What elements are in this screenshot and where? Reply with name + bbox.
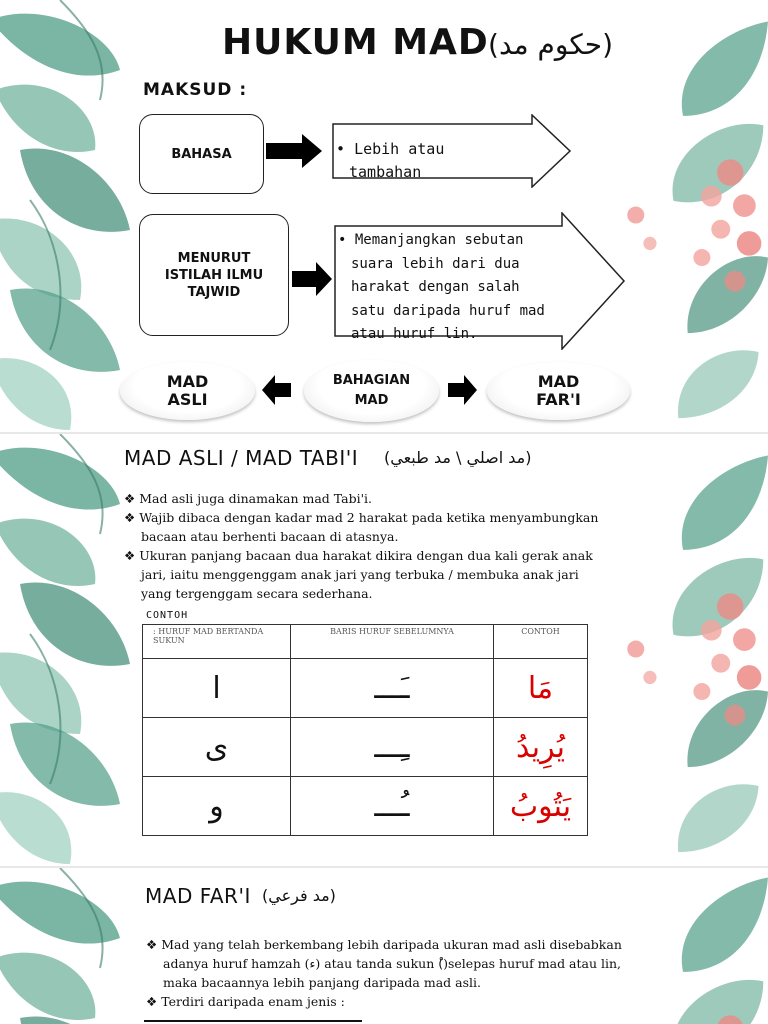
maksud-label: MAKSUD : — [143, 80, 248, 100]
mad-fari-bullets: ❖ Mad yang telah berkembang lebih daripada ukuran mad asli disebabkan adanya huruf hamzah (ء) atau tanda sukun (ْ)selepas huruf mad atau lin, maka bacaannya lebih panjang daripada mad asli. ❖ Terdiri daripada enam jenis : — [146, 935, 676, 1011]
bahasa-definition: • Lebih atau tambahan — [336, 140, 445, 181]
example-table — [142, 624, 588, 836]
arrow-right-icon — [448, 375, 478, 405]
slide-hukum-mad — [0, 0, 768, 432]
bullet-dot: • — [336, 140, 346, 158]
table-header: BARIS HURUF SEBELUMNYA — [291, 625, 494, 659]
table-row: ى ـِـــ يُرِيدُ — [143, 718, 588, 777]
list-item: ❖ Terdiri daripada enam jenis : — [146, 994, 345, 1009]
slide-mad-asli — [0, 434, 768, 866]
mad-asli-pill: MAD ASLI — [120, 362, 255, 420]
leaf-decoration-left — [0, 868, 140, 1024]
leaf-decoration-left — [0, 0, 140, 432]
istilah-box: MENURUT ISTILAH ILMU TAJWID — [139, 214, 289, 336]
contoh-label: CONTOH — [146, 610, 189, 621]
section-title: MAD ASLI / MAD TABI'I — [124, 446, 359, 470]
list-item: ❖ Mad asli juga dinamakan mad Tabi'i. — [124, 491, 373, 506]
section-title-arabic: (مد فرعي) — [262, 886, 336, 905]
arrow-left-icon — [262, 375, 292, 405]
table-row: ا ـَـــ مَا — [143, 659, 588, 718]
section-title: MAD FAR'I — [145, 884, 251, 908]
arrow-right-icon — [292, 262, 334, 296]
bahasa-box — [139, 114, 264, 194]
list-item: ❖ Wajib dibaca dengan kadar mad 2 harakat pada ketika menyambungkan — [124, 510, 599, 525]
table-header: CONTOH — [494, 625, 588, 659]
section-title-arabic: (مد اصلي \ مد طبعي) — [384, 448, 532, 467]
bahasa-label: BAHASA — [171, 146, 232, 162]
table-header-row — [143, 625, 588, 659]
page-title: HUKUM MAD — [222, 22, 489, 63]
table-header: : HURUF MAD BERTANDA SUKUN — [143, 625, 291, 659]
list-item: ❖ Mad yang telah berkembang lebih daripada ukuran mad asli disebabkan — [146, 937, 622, 952]
slide-mad-fari — [0, 868, 768, 1024]
table-top-edge — [144, 1020, 362, 1022]
leaf-decoration-left — [0, 434, 140, 866]
istilah-definition: • Memanjangkan sebutan suara lebih dari dua harakat dengan salah satu daripada huruf mad atau huruf lin. — [338, 232, 545, 342]
page-title-arabic: (حكوم مد) — [488, 28, 614, 61]
bahagian-mad-pill: BAHAGIAN MAD — [304, 360, 439, 422]
table-row: و ـُـــ يَتُوبُ — [143, 777, 588, 836]
arrow-right-icon — [266, 134, 324, 168]
mad-asli-bullets: ❖ Mad asli juga dinamakan mad Tabi'i. ❖ Wajib dibaca dengan kadar mad 2 harakat pada ketika menyambungkan bacaan atau berhenti bacaan di atasnya. ❖ Ukuran panjang bacaan dua harakat dikira dengan dua kali gerak anak jari, iaitu menggenggam anak jari yang terbuka / membuka anak jari yang tergenggam secara sederhana. — [124, 489, 644, 603]
mad-fari-pill: MAD FAR'I — [487, 362, 630, 420]
list-item: ❖ Ukuran panjang bacaan dua harakat dikira dengan dua kali gerak anak — [124, 548, 593, 563]
